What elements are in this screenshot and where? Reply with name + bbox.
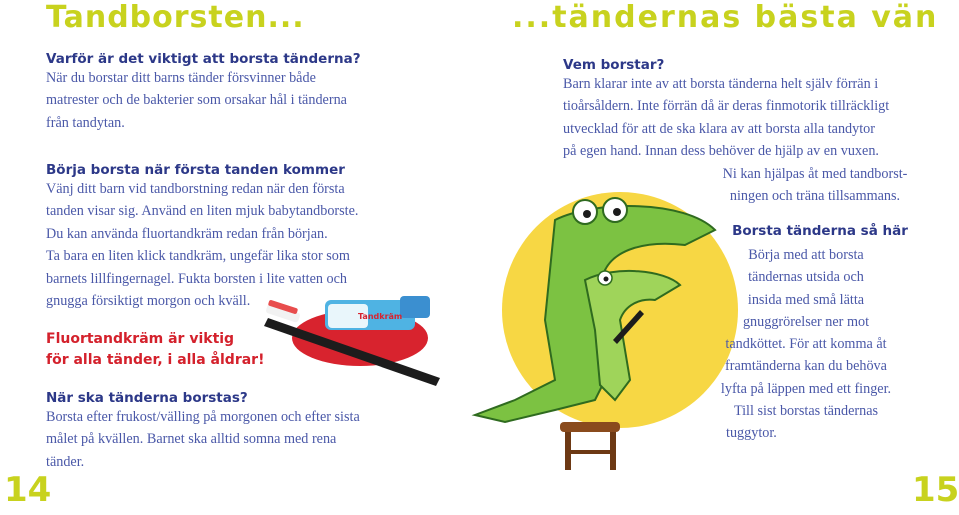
right-page-title: ...tändernas bästa vän [512,0,939,35]
paragraph-line: tuggytor. [726,425,777,442]
left-column [46,51,426,134]
paragraph-line: utvecklad för att de ska klara av att borsta alla tandytor [563,120,876,137]
paragraph-line: gnugga försiktigt morgon och kväll. [46,293,251,310]
paragraph-line: insida med små lätta [747,291,865,308]
crocodile-illustration [465,160,745,475]
paragraph-line: lyfta på läppen med ett finger. [720,380,892,397]
section-heading-why-brush: Varför är det viktigt att borsta tänderna? [46,51,361,67]
section-heading-start-brushing: Börja borsta när första tanden kommer [46,162,345,178]
paragraph-line: matrester och de bakterier som orsakar hål i tänderna [46,92,347,109]
paragraph-line: framtänderna kan du behöva [725,358,887,375]
paragraph-line: När du borstar ditt barns tänder försvinner både [46,70,316,86]
paragraph-line: Ta bara en liten klick tandkräm, ungefär lika stor som [46,248,350,265]
paragraph-line: på egen hand. Innan dess behöver de hjälp av en vuxen. [563,143,879,160]
left-page-title: Tandborsten... [46,0,305,35]
paragraph-line: Borsta efter frukost/välling på morgonen och efter sista [46,409,360,425]
tube-label: Tandkräm [358,312,403,321]
paragraph-line: tandköttet. För att komma åt [725,336,887,353]
paragraph-line: Börja med att borsta [748,247,864,263]
paragraph-line: ningen och träna tillsammans. [729,188,901,205]
how-to-brush-text [706,244,906,445]
paragraph-line: tanden visar sig. Använd en liten mjuk babytandborste. [46,203,359,220]
paragraph-line: Vänj ditt barn vid tandborstning redan när den första [46,181,345,197]
page-number-left: 14 [4,470,52,510]
paragraph-line: tänder. [46,453,85,470]
paragraph-line: barnets lillfingernagel. Fukta borsten i lite vatten och [46,270,348,287]
paragraph-line: Du kan använda fluortandkräm redan från början. [46,225,328,242]
brush-how-heading-wrap [730,223,910,239]
toothpaste-tube-icon [325,296,430,330]
toothbrush-illustration [260,288,450,388]
section-heading-how-to-brush: Borsta tänderna så här [732,223,908,239]
paragraph-line: tioårsåldern. Inte förrän då är deras finmotorik tillräckligt [563,98,890,115]
section-heading-when-brush: När ska tänderna borstas? [46,390,248,406]
section-heading-who-brushes: Vem borstar? [563,57,665,73]
fluoride-callout [46,329,264,371]
left-column-section-3 [46,390,426,473]
paragraph-line: tändernas utsida och [748,269,864,286]
right-column-section-1 [563,57,943,163]
paragraph-line: målet på kvällen. Barnet ska alltid somna med rena [46,431,337,448]
callout-line: Fluortandkräm är viktig [46,331,235,347]
paragraph-line: Barn klarar inte av att borsta tänderna helt själv förrän i [563,76,879,92]
paragraph-line: Till sist borstas tändernas [733,403,879,420]
paragraph-line: från tandytan. [46,114,125,131]
paragraph-line: gnuggrörelser ner mot [742,313,870,330]
callout-line: för alla tänder, i alla åldrar! [46,352,265,368]
stool-icon [560,422,620,470]
page-number-right: 15 [912,470,959,510]
paragraph-line: Ni kan hjälpas åt med tandborst- [722,166,908,182]
